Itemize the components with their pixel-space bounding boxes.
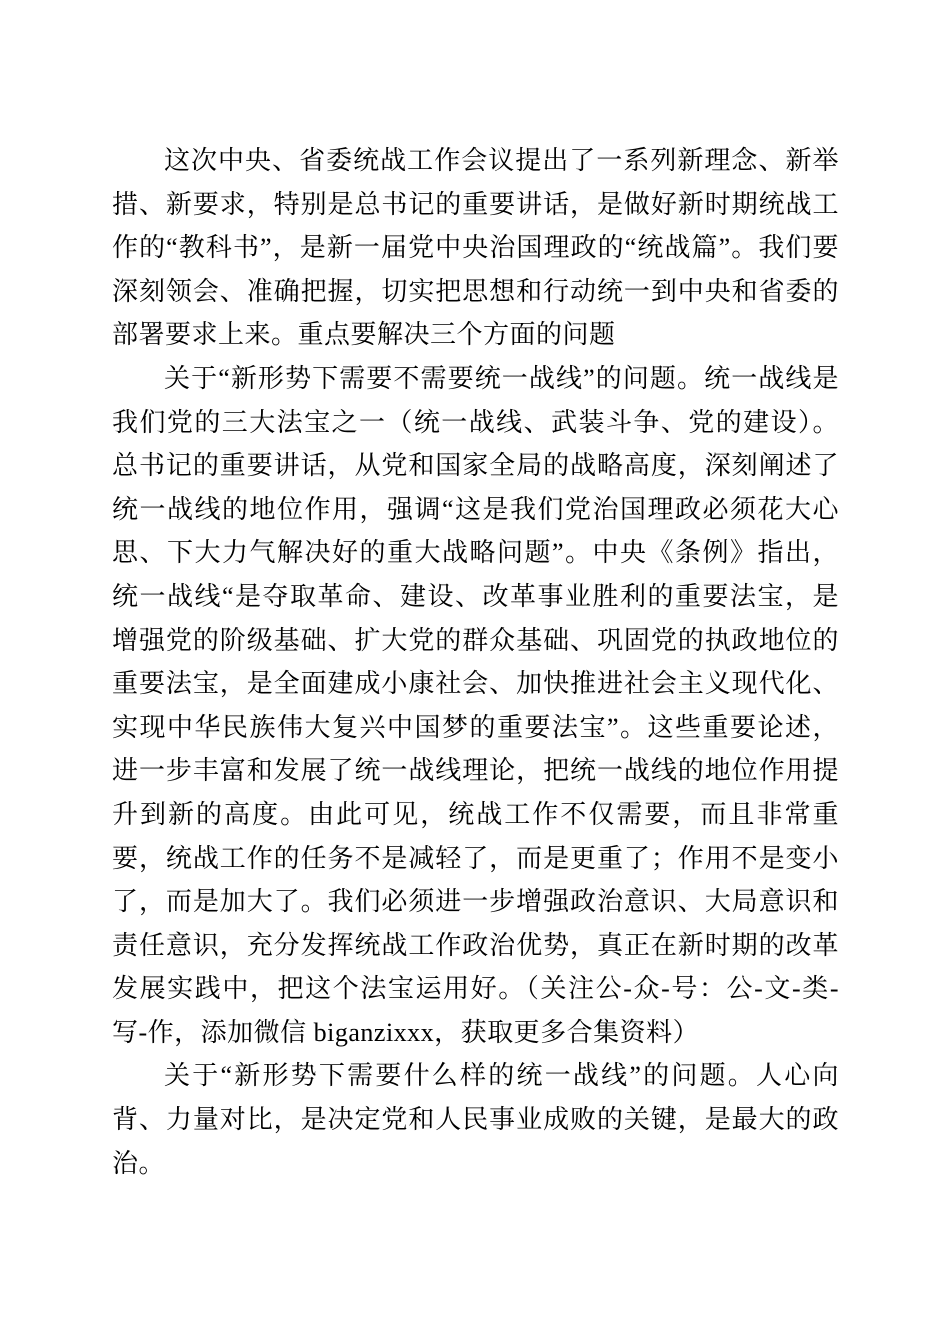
- paragraph: 关于“新形势下需要不需要统一战线”的问题。统一战线是我们党的三大法宝之一（统一战线、武装斗争、党的建设）。总书记的重要讲话，从党和国家全局的战略高度，深刻阐述了统一战线的地位作用，强调“这是我们党治国理政必须花大心思、下大力气解决好的重大战略问题”。中央《条例》指出，统一战线“是夺取革命、建设、改革事业胜利的重要法宝，是增强党的阶级基础、扩大党的群众基础、巩固党的执政地位的重要法宝，是全面建成小康社会、加快推进社会主义现代化、实现中华民族伟大复兴中国梦的重要法宝”。这些重要论述，进一步丰富和发展了统一战线理论，把统一战线的地位作用提升到新的高度。由此可见，统战工作不仅需要，而且非常重要，统战工作的任务不是减轻了，而是更重了；作用不是变小了，而是加大了。我们必须进一步增强政治意识、大局意识和责任意识，充分发挥统战工作政治优势，真正在新时期的改革发展实践中，把这个法宝运用好。（关注公-众-号：公-文-类-写-作，添加微信 biganzixxx，获取更多合集资料）: [112, 363, 839, 1047]
- document-text-block: [112, 139, 839, 1185]
- paragraph: 这次中央、省委统战工作会议提出了一系列新理念、新举措、新要求，特别是总书记的重要讲话，是做好新时期统战工作的“教科书”，是新一届党中央治国理政的“统战篇”。我们要深刻领会、准确把握，切实把思想和行动统一到中央和省委的部署要求上来。重点要解决三个方面的问题: [112, 146, 839, 350]
- paragraph: 关于“新形势下需要什么样的统一战线”的问题。人心向背、力量对比，是决定党和人民事业成败的关键，是最大的政治。: [112, 1061, 839, 1178]
